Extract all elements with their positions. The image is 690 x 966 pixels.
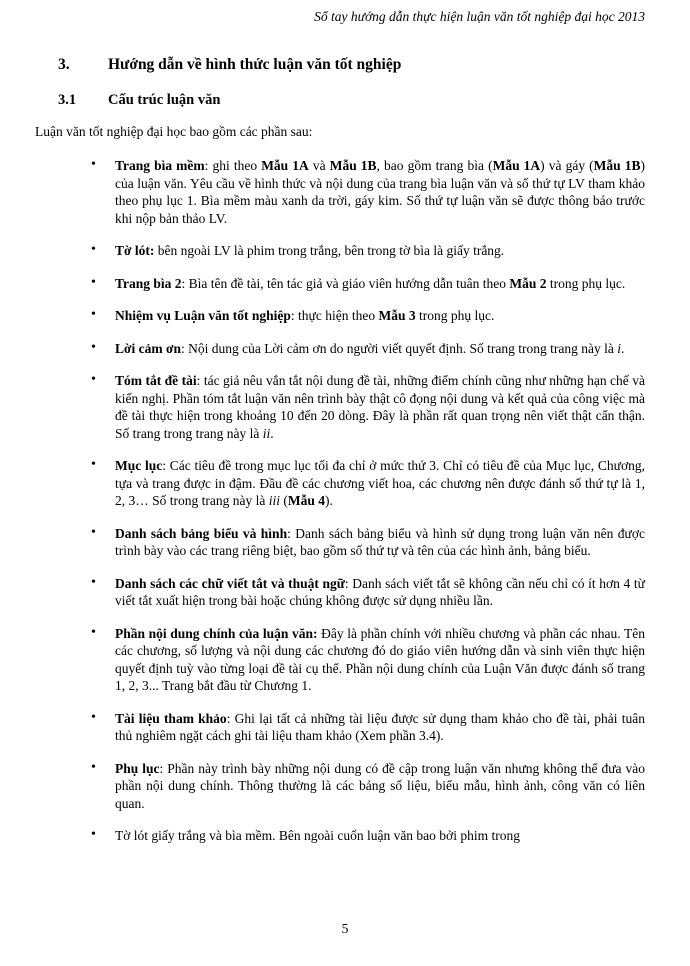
list-item-text: Trang bìa 2: Bìa tên đề tài, tên tác giả và giáo viên hướng dẫn tuân theo Mẫu 2 trong phụ lục. [115,275,626,291]
list-item [35,242,645,260]
list-item [35,827,645,845]
list-item [35,157,645,227]
list-item-text: Tờ lót giấy trắng và bìa mềm. Bên ngoài cuốn luận văn bao bởi phim trong [115,828,520,843]
bullet-icon: • [91,574,96,590]
bullet-icon: • [91,274,96,290]
list-item [35,575,645,610]
list-item [35,307,645,325]
subsection-heading [58,91,645,110]
list-item [35,340,645,358]
section-title: Hướng dẫn về hình thức luận văn tốt nghiệp [108,56,402,73]
list-item-text: Phụ lục: Phần này trình bày những nội dung có đề cập trong luận văn nhưng không thể đưa vào phần nội dung chính. Thông thường là các bảng số liệu, biểu mẫu, hình ảnh, công văn có liên quan. [115,760,646,811]
list-item-text: Tóm tắt đề tài: tác giả nêu vắn tắt nội dung đề tài, những điểm chính cũng như những hạn chế và kiến nghị. Phần tóm tắt luận văn nên trình bày thật cô đọng nội dung và kết quả của công việc mà đề tài thực hiện trong khoảng 10 đến 20 dòng. Đây là phần rất quan trọng nên viết thật cẩn thận. Số trang trong trang này là ii. [115,373,645,441]
list-item-text: Tờ lót: bên ngoài LV là phim trong trắng, bên trong tờ bìa là giấy trắng. [115,243,505,258]
bullet-icon: • [91,157,96,172]
list-item-text: Phần nội dung chính của luận văn: Đây là phần chính với nhiều chương và phần các nhau. Tên các chương, số lượng và nội dung các chương đó do giáo viên hướng dẫn và sinh viên thực hiện quyết định tuỳ vào từng loại đề tài cụ thể. Phần nội dung chính của Luận Văn được đánh số trang 1, 2, 3... Trang bắt đầu từ Chương 1. [115,625,645,693]
bullet-icon: • [91,242,96,257]
intro-paragraph: Luận văn tốt nghiệp đại học bao gồm các phần sau: [35,124,313,139]
subsection-title: Cấu trúc luận văn [108,92,221,108]
bullet-icon: • [91,339,96,355]
list-item-text: Lời cảm ơn: Nội dung của Lời cảm ơn do người viết quyết định. Số trang trong trang này là i. [115,340,625,356]
list-item [35,625,645,695]
list-item [35,525,645,560]
running-header: Sổ tay hướng dẫn thực hiện luận văn tốt nghiệp đại học 2013 [314,9,645,24]
subsection-number: 3.1 [58,92,77,108]
bullet-icon: • [91,307,96,322]
list-item-text: Tài liệu tham khảo: Ghi lại tất cả những tài liệu được sử dụng tham khảo cho đề tài, phải tuân thủ nghiêm ngặt cách ghi tài liệu tham khảo (Xem phần 3.4). [115,710,645,743]
bullet-icon: • [91,524,96,540]
section-heading [58,55,645,75]
thesis-structure-list [35,157,645,845]
list-item-text: Mục lục: Các tiêu đề trong mục lục tối đa chỉ ở mức thứ 3. Chỉ có tiêu đề của Mục lục, Chương, tựa và trang được in đậm. Đầu đề các chương viết hoa, các chương nên được đánh số thứ tự là 1, 2, 3… Số trong trang này là iii (Mẫu 4). [115,458,645,508]
list-item [35,457,645,510]
list-item [35,275,645,293]
bullet-icon: • [91,709,96,725]
list-item-text: Danh sách các chữ viết tắt và thuật ngữ: Danh sách viết tắt sẽ không cần nếu chỉ có ít hơn 4 từ viết tắt xuất hiện trong bài hoặc chúng không được sử dụng nhiều lần. [115,575,645,608]
bullet-icon: • [91,827,96,842]
bullet-icon: • [91,372,96,387]
bullet-icon: • [91,624,96,640]
list-item-text: Nhiệm vụ Luận văn tốt nghiệp: thực hiện theo Mẫu 3 trong phụ lục. [115,308,495,323]
section-number: 3. [58,56,70,73]
list-item [35,710,645,745]
list-item [35,372,645,442]
bullet-icon: • [91,457,96,472]
list-item-text: Trang bìa mềm: ghi theo Mẫu 1A và Mẫu 1B, bao gồm trang bìa (Mẫu 1A) và gáy (Mẫu 1B) của luận văn. Yêu cầu về hình thức và nội dung của trang bìa luận văn và số thứ tự LV tham khảo theo phụ lục 1. Bìa mềm màu xanh da trời, gáy kim. Số thứ tự luận văn sẽ được thông báo trước khi nộp bản thảo LV. [115,158,645,226]
list-item [35,760,645,813]
bullet-icon: • [91,759,96,775]
page-number: 5 [341,921,349,936]
list-item-text: Danh sách bảng biểu và hình: Danh sách bảng biểu và hình sử dụng trong luận văn nên được trình bày vào các trang riêng biệt, bao gồm số thứ tự và tên của các hình ảnh, bảng biểu. [115,525,645,558]
